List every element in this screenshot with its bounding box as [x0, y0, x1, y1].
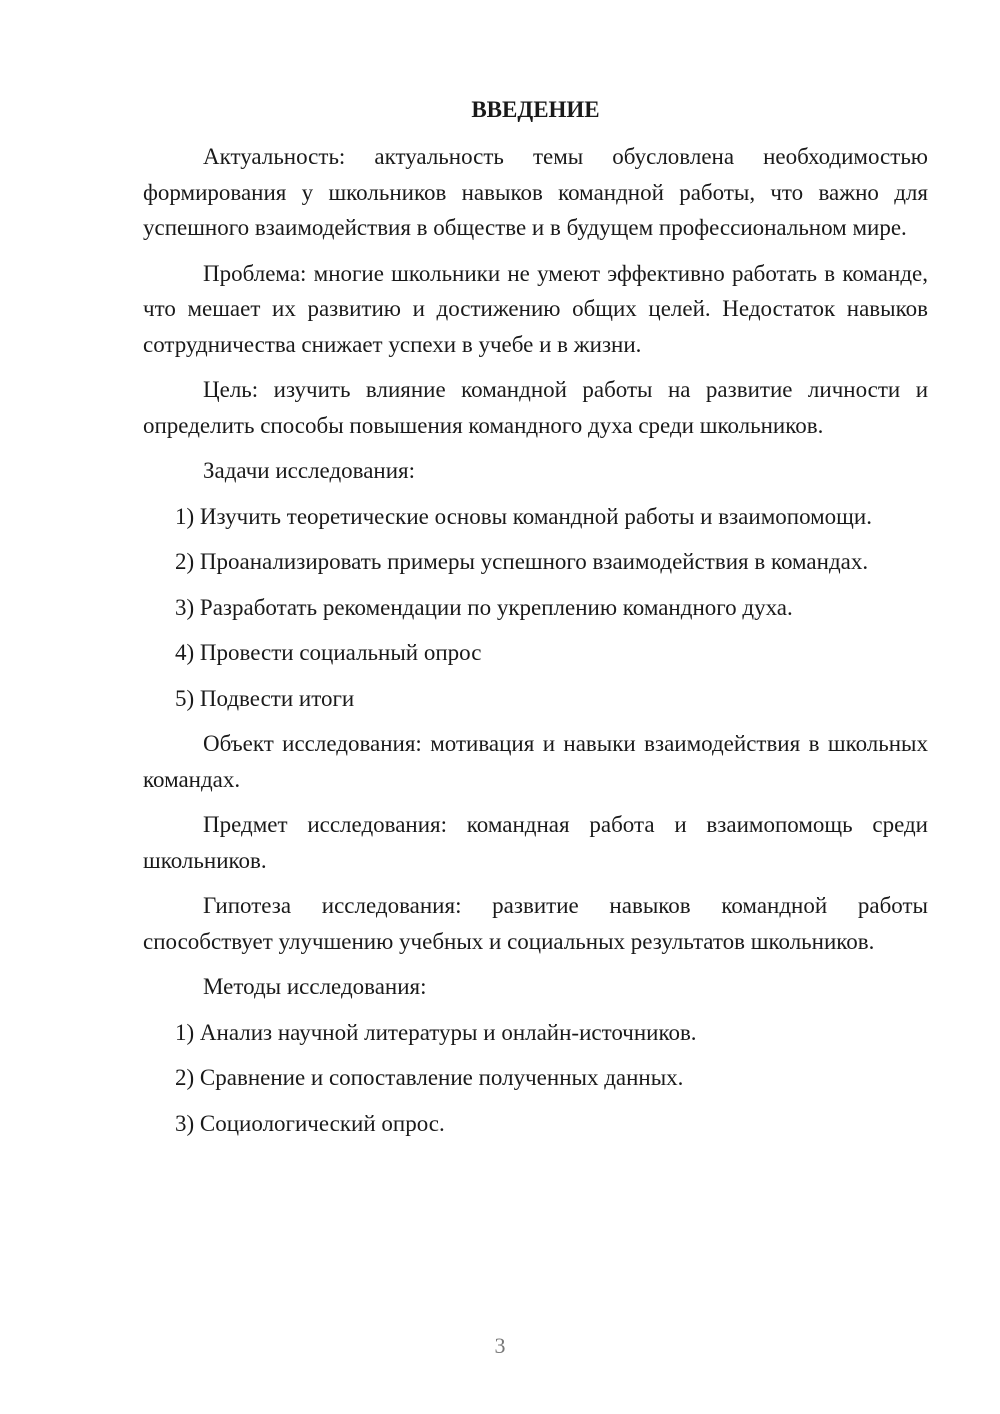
document-page	[143, 92, 928, 1151]
object-paragraph: Объект исследования: мотивация и навыки взаимодействия в школьных командах.	[143, 731, 928, 792]
hypothesis-paragraph: Гипотеза исследования: развитие навыков командной работы способствует улучшению учебных и социальных результатов школьников.	[143, 893, 928, 954]
problem-paragraph: Проблема: многие школьники не умеют эффективно работать в команде, что мешает их развитию и достижению общих целей. Недостаток навыков сотрудничества снижает успехи в учебе и в жизни.	[143, 260, 928, 357]
relevance-paragraph: Актуальность: актуальность темы обусловлена необходимостью формирования у школьников навыков командной работы, что важно для успешного взаимодействия в обществе и в будущем профессиональном мире.	[143, 144, 928, 240]
page-number: 3	[494, 1333, 506, 1358]
task-item: 5) Подвести итоги	[175, 685, 355, 711]
method-item: 1) Анализ научной литературы и онлайн-источников.	[175, 1019, 697, 1045]
method-item: 2) Сравнение и сопоставление полученных данных.	[175, 1065, 684, 1090]
method-item: 3) Социологический опрос.	[175, 1110, 445, 1136]
task-item: 2) Проанализировать примеры успешного взаимодействия в командах.	[175, 549, 869, 574]
methods-title: Методы исследования:	[203, 974, 427, 999]
task-item: 4) Провести социальный опрос	[175, 640, 482, 665]
task-item: 1) Изучить теоретические основы командной работы и взаимопомощи.	[175, 503, 872, 529]
tasks-title: Задачи исследования:	[203, 458, 416, 483]
task-item: 3) Разработать рекомендации по укреплению командного духа.	[175, 594, 793, 620]
goal-paragraph: Цель: изучить влияние командной работы на развитие личности и определить способы повышения командного духа среди школьников.	[143, 377, 928, 438]
subject-paragraph: Предмет исследования: командная работа и взаимопомощь среди школьников.	[143, 812, 928, 873]
section-heading: ВВЕДЕНИЕ	[471, 97, 600, 122]
